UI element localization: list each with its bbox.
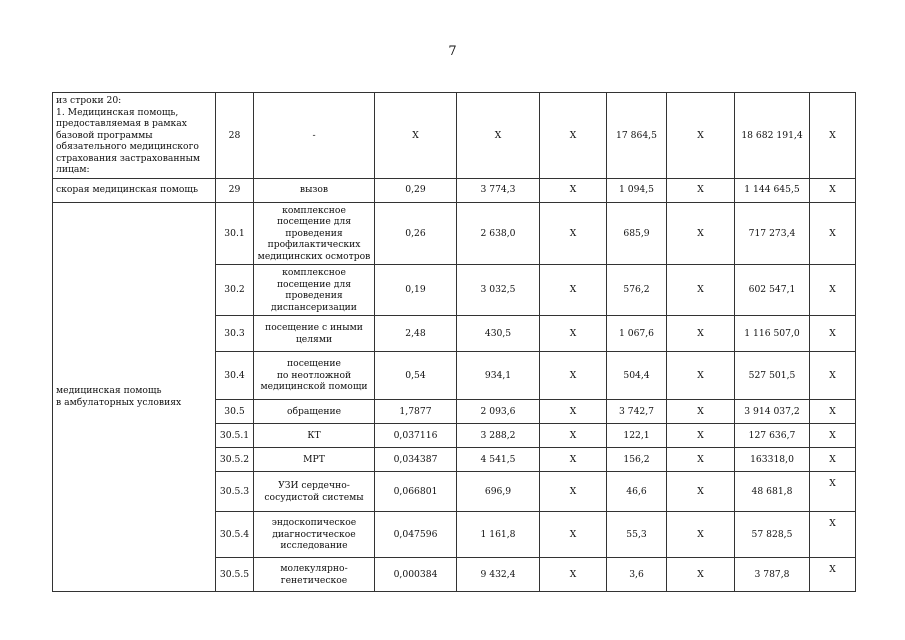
table-row <box>53 93 856 179</box>
value-cell: 46,6 <box>607 472 667 512</box>
value-cell: 3 787,8 <box>735 558 810 592</box>
value-cell: 0,29 <box>375 178 457 202</box>
value-cell: 1 067,6 <box>607 316 667 352</box>
value-cell: 48 681,8 <box>735 472 810 512</box>
value-cell: 1 144 645,5 <box>735 178 810 202</box>
value-cell: 1 116 507,0 <box>735 316 810 352</box>
value-cell: 2 093,6 <box>457 400 540 424</box>
row-number: 30.5.3 <box>216 472 254 512</box>
unit-cell: МРТ <box>254 448 375 472</box>
value-cell: Х <box>540 448 607 472</box>
value-cell: 2 638,0 <box>457 202 540 265</box>
value-cell: Х <box>667 558 735 592</box>
value-cell: Х <box>667 400 735 424</box>
value-cell: Х <box>667 202 735 265</box>
value-cell: 0,19 <box>375 265 457 316</box>
value-cell: 122,1 <box>607 424 667 448</box>
value-cell: 0,26 <box>375 202 457 265</box>
row-number: 30.1 <box>216 202 254 265</box>
unit-cell: эндоскопическое диагностическое исследование <box>254 512 375 558</box>
value-cell: Х <box>667 424 735 448</box>
value-cell: 1,7877 <box>375 400 457 424</box>
value-cell: Х <box>667 93 735 179</box>
value-cell: 3 914 037,2 <box>735 400 810 424</box>
value-cell: 0,034387 <box>375 448 457 472</box>
page-number: 7 <box>448 44 457 59</box>
row-label: медицинская помощь в амбулаторных условиях <box>53 202 216 592</box>
value-cell: 576,2 <box>607 265 667 316</box>
unit-cell: КТ <box>254 424 375 448</box>
value-cell: Х <box>810 512 856 558</box>
value-cell: Х <box>810 558 856 592</box>
value-cell: 4 541,5 <box>457 448 540 472</box>
value-cell: 717 273,4 <box>735 202 810 265</box>
value-cell: Х <box>540 472 607 512</box>
unit-cell: комплексное посещение для проведения профилактических медицинских осмотров <box>254 202 375 265</box>
value-cell: 57 828,5 <box>735 512 810 558</box>
value-cell: 17 864,5 <box>607 93 667 179</box>
row-number: 28 <box>216 93 254 179</box>
value-cell: Х <box>667 265 735 316</box>
value-cell: Х <box>540 558 607 592</box>
table-row <box>53 202 856 265</box>
value-cell: Х <box>540 93 607 179</box>
value-cell: 156,2 <box>607 448 667 472</box>
row-number: 30.5 <box>216 400 254 424</box>
value-cell: 0,54 <box>375 352 457 400</box>
unit-cell: молекулярно- генетическое <box>254 558 375 592</box>
value-cell: 504,4 <box>607 352 667 400</box>
value-cell: Х <box>540 424 607 448</box>
value-cell: 430,5 <box>457 316 540 352</box>
value-cell: Х <box>540 352 607 400</box>
value-cell: 527 501,5 <box>735 352 810 400</box>
value-cell: 163318,0 <box>735 448 810 472</box>
data-table <box>52 92 856 592</box>
value-cell: 18 682 191,4 <box>735 93 810 179</box>
row-number: 30.5.2 <box>216 448 254 472</box>
value-cell: Х <box>810 352 856 400</box>
value-cell: Х <box>810 424 856 448</box>
value-cell: Х <box>540 400 607 424</box>
value-cell: 3 774,3 <box>457 178 540 202</box>
value-cell: 2,48 <box>375 316 457 352</box>
value-cell: Х <box>810 316 856 352</box>
row-number: 30.3 <box>216 316 254 352</box>
row-number: 30.2 <box>216 265 254 316</box>
value-cell: 3 742,7 <box>607 400 667 424</box>
unit-cell: комплексное посещение для проведения диспансеризации <box>254 265 375 316</box>
value-cell: 9 432,4 <box>457 558 540 592</box>
row-number: 30.4 <box>216 352 254 400</box>
value-cell: Х <box>457 93 540 179</box>
row-label: скорая медицинская помощь <box>53 178 216 202</box>
value-cell: Х <box>667 472 735 512</box>
unit-cell: посещение по неотложной медицинской помощи <box>254 352 375 400</box>
value-cell: Х <box>810 400 856 424</box>
value-cell: 3,6 <box>607 558 667 592</box>
unit-cell: УЗИ сердечно- сосудистой системы <box>254 472 375 512</box>
row-number: 30.5.4 <box>216 512 254 558</box>
value-cell: Х <box>667 352 735 400</box>
row-number: 30.5.1 <box>216 424 254 448</box>
value-cell: Х <box>810 448 856 472</box>
value-cell: 934,1 <box>457 352 540 400</box>
row-number: 30.5.5 <box>216 558 254 592</box>
value-cell: Х <box>540 265 607 316</box>
value-cell: Х <box>540 316 607 352</box>
value-cell: 685,9 <box>607 202 667 265</box>
value-cell: 696,9 <box>457 472 540 512</box>
unit-cell: посещение с иными целями <box>254 316 375 352</box>
table-row <box>53 178 856 202</box>
row-number: 29 <box>216 178 254 202</box>
value-cell: Х <box>540 178 607 202</box>
value-cell: 127 636,7 <box>735 424 810 448</box>
value-cell: 55,3 <box>607 512 667 558</box>
value-cell: 0,037116 <box>375 424 457 448</box>
value-cell: Х <box>667 316 735 352</box>
value-cell: 0,047596 <box>375 512 457 558</box>
value-cell: Х <box>810 202 856 265</box>
value-cell: 0,066801 <box>375 472 457 512</box>
value-cell: Х <box>810 178 856 202</box>
row-label: из строки 20: 1. Медицинская помощь, предоставляемая в рамках базовой программы обязательного медицинского страхования застрахованным лицам: <box>53 93 216 179</box>
value-cell: Х <box>667 448 735 472</box>
value-cell: Х <box>540 512 607 558</box>
value-cell: Х <box>810 472 856 512</box>
value-cell: 1 094,5 <box>607 178 667 202</box>
value-cell: 1 161,8 <box>457 512 540 558</box>
value-cell: 602 547,1 <box>735 265 810 316</box>
value-cell: Х <box>810 265 856 316</box>
value-cell: 3 032,5 <box>457 265 540 316</box>
value-cell: Х <box>375 93 457 179</box>
value-cell: 0,000384 <box>375 558 457 592</box>
unit-cell: вызов <box>254 178 375 202</box>
value-cell: Х <box>667 178 735 202</box>
unit-cell: обращение <box>254 400 375 424</box>
value-cell: Х <box>540 202 607 265</box>
value-cell: 3 288,2 <box>457 424 540 448</box>
value-cell: Х <box>810 93 856 179</box>
unit-cell: - <box>254 93 375 179</box>
value-cell: Х <box>667 512 735 558</box>
